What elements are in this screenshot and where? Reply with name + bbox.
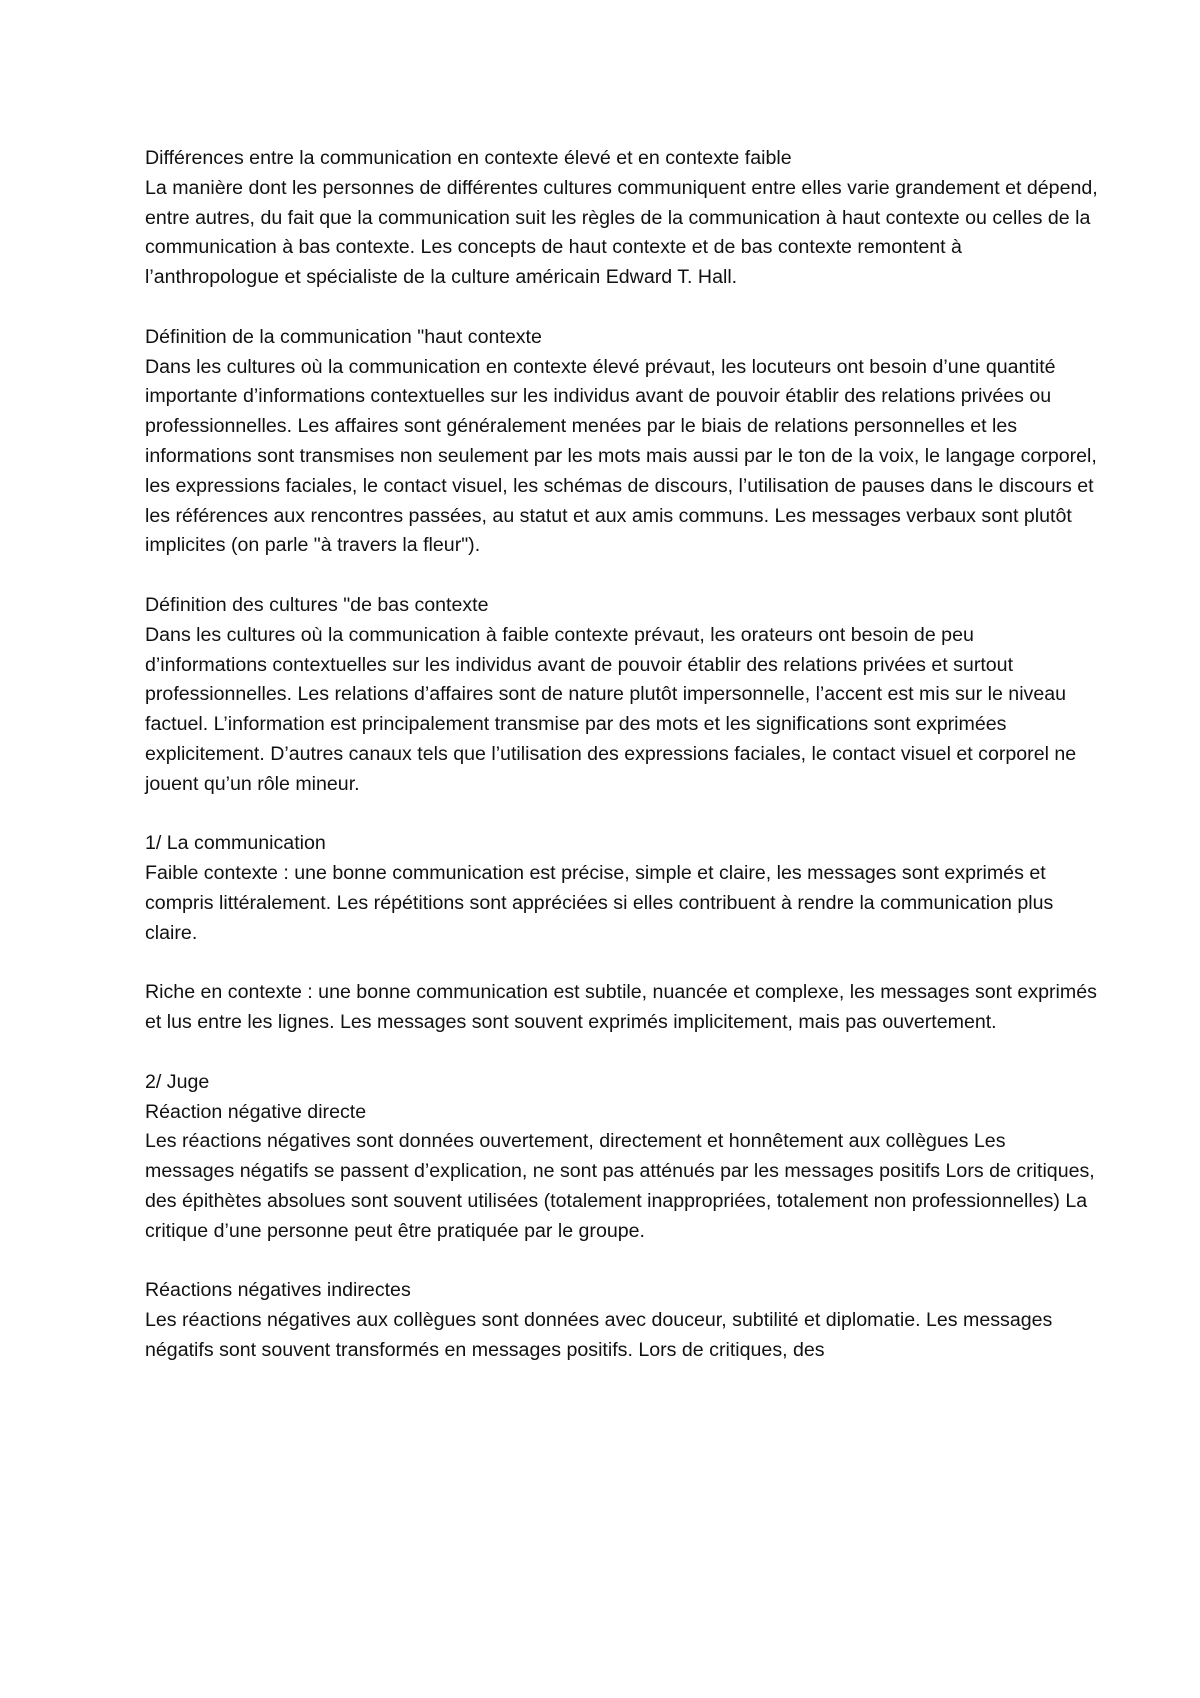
subheading-indirect-negative-reactions: Réactions négatives indirectes xyxy=(145,1279,411,1302)
subheading-direct-negative-reaction: Réaction négative directe xyxy=(145,1100,367,1123)
section-heading-communication: 1/ La communication xyxy=(145,832,326,855)
blank-line xyxy=(145,293,1100,323)
indirect-negative-reactions-paragraph: Les réactions négatives aux collègues sont données avec douceur, subtilité et diplomatie. Les messages négatifs sont souvent transformés en messages positifs. Lors de critiques, des xyxy=(145,1309,1053,1361)
blank-line xyxy=(145,1246,1100,1276)
rich-context-communication-paragraph: Riche en contexte : une bonne communication est subtile, nuancée et complexe, les messages sont exprimés et lus entre les lignes. Les messages sont souvent exprimés implicitement, mais pas ouvertement. xyxy=(145,981,1097,1034)
section-heading-high-context: Définition de la communication "haut contexte xyxy=(145,325,542,348)
low-context-paragraph: Dans les cultures où la communication à faible contexte prévaut, les orateurs ont besoin de peu d’informations contextuelles sur les individus avant de pouvoir établir des relations privées et surtout professionnelles. Les relations d’affaires sont de nature plutôt impersonnelle, l’accent est mis sur le niveau factuel. L’information est principalement transmise par des mots et les significations sont exprimées explicitement. D’autres canaux tels que l’utilisation des expressions faciales, le contact visuel et corporel ne jouent qu’un rôle mineur. xyxy=(145,623,1077,795)
blank-line xyxy=(145,561,1100,591)
low-context-communication-paragraph: Faible contexte : une bonne communication est précise, simple et claire, les messages sont exprimés et compris littéralement. Les répétitions sont appréciées si elles contribuent à rendre la communication plus claire. xyxy=(145,862,1054,944)
document-title: Différences entre la communication en contexte élevé et en contexte faible xyxy=(145,147,792,169)
blank-line xyxy=(145,800,1100,830)
section-heading-low-context: Définition des cultures "de bas contexte xyxy=(145,593,489,616)
intro-paragraph: La manière dont les personnes de différentes cultures communiquent entre elles varie grandement et dépend, entre autres, du fait que la communication suit les règles de la communication à haut contexte ou celles de la communication à bas contexte. Les concepts de haut contexte et de bas contexte remontent à l’anthropologue et spécialiste de la culture américain Edward T. Hall. xyxy=(145,176,1098,289)
blank-line xyxy=(145,949,1100,979)
high-context-paragraph: Dans les cultures où la communication en contexte élevé prévaut, les locuteurs ont besoin d’une quantité importante d’informations contextuelles sur les individus avant de pouvoir établir des relations privées ou professionnelles. Les affaires sont généralement menées par le biais de relations personnelles et les informations sont transmises non seulement par les mots mais aussi par le ton de la voix, le langage corporel, les expressions faciales, le contact visuel, les schémas de discours, l’utilisation de pauses dans le discours et les références aux rencontres passées, au statut et aux amis communs. Les messages verbaux sont plutôt implicites (on parle "à travers la fleur"). xyxy=(145,355,1097,557)
direct-negative-reaction-paragraph: Les réactions négatives sont données ouvertement, directement et honnêtement aux collègues Les messages négatifs se passent d’explication, ne sont pas atténués par les messages positifs Lors de critiques, des épithètes absolues sont souvent utilisées (totalement inappropriées, totalement non professionnelles) La critique d’une personne peut être pratiquée par le groupe. xyxy=(145,1130,1095,1242)
section-heading-judge: 2/ Juge xyxy=(145,1070,210,1093)
blank-line xyxy=(145,1038,1100,1068)
